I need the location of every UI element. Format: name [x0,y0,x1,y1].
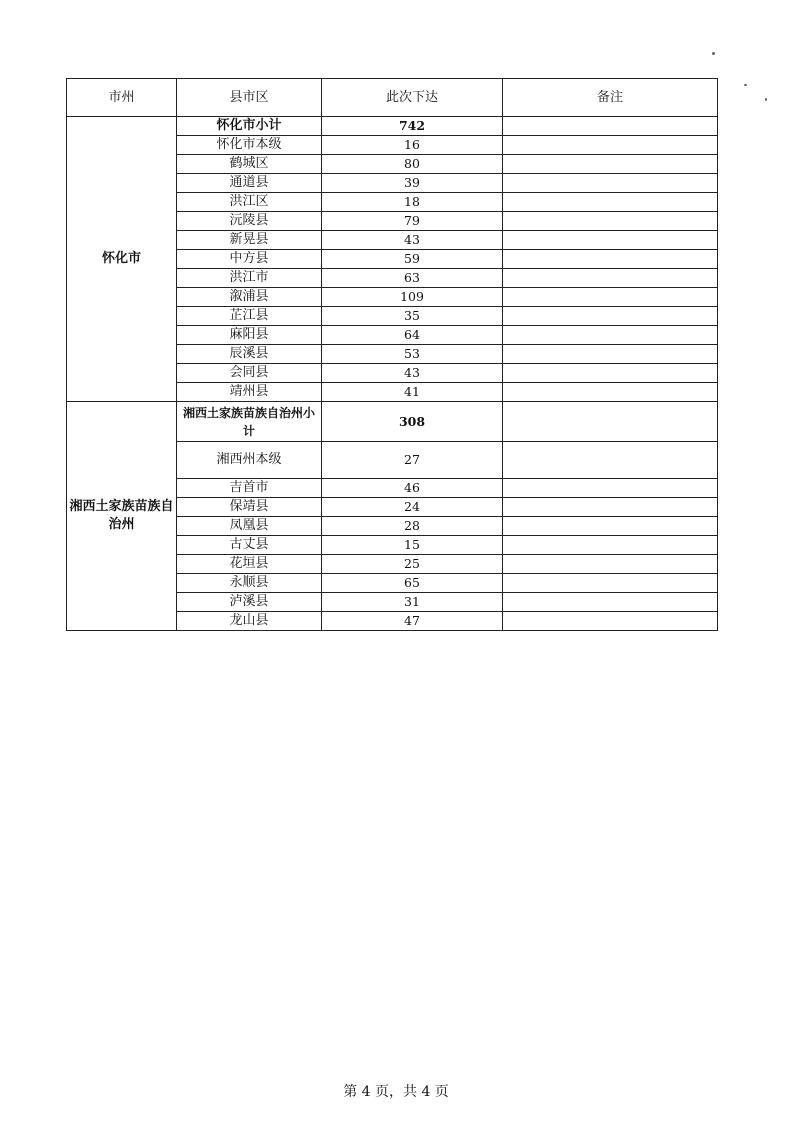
remark-cell [503,136,718,155]
amount-cell: 24 [322,498,503,517]
amount-cell: 43 [322,364,503,383]
amount-cell: 39 [322,174,503,193]
city-cell: 湘西土家族苗族自治州 [67,402,177,631]
amount-cell: 27 [322,442,503,479]
district-cell: 鹤城区 [177,155,322,174]
district-cell: 吉首市 [177,479,322,498]
amount-cell: 41 [322,383,503,402]
remark-cell [503,174,718,193]
scan-speck [712,52,715,55]
amount-cell: 109 [322,288,503,307]
amount-cell: 308 [322,402,503,442]
amount-cell: 31 [322,593,503,612]
header-amount: 此次下达 [322,79,503,117]
remark-cell [503,212,718,231]
remark-cell [503,442,718,479]
scan-speck [765,98,767,101]
district-cell: 怀化市小计 [177,117,322,136]
district-cell: 沅陵县 [177,212,322,231]
remark-cell [503,307,718,326]
district-cell: 洪江市 [177,269,322,288]
district-cell: 辰溪县 [177,345,322,364]
district-cell: 通道县 [177,174,322,193]
district-cell: 溆浦县 [177,288,322,307]
remark-cell [503,612,718,631]
amount-cell: 16 [322,136,503,155]
amount-cell: 25 [322,555,503,574]
amount-cell: 64 [322,326,503,345]
remark-cell [503,155,718,174]
district-cell: 怀化市本级 [177,136,322,155]
district-cell: 中方县 [177,250,322,269]
remark-cell [503,555,718,574]
remark-cell [503,517,718,536]
district-cell: 麻阳县 [177,326,322,345]
remark-cell [503,574,718,593]
amount-cell: 28 [322,517,503,536]
district-cell: 会同县 [177,364,322,383]
remark-cell [503,117,718,136]
remark-cell [503,250,718,269]
remark-cell [503,402,718,442]
remark-cell [503,536,718,555]
table-header-row [67,79,718,117]
amount-cell: 742 [322,117,503,136]
amount-cell: 46 [322,479,503,498]
district-cell: 凤凰县 [177,517,322,536]
remark-cell [503,326,718,345]
remark-cell [503,498,718,517]
district-cell: 永顺县 [177,574,322,593]
district-cell: 保靖县 [177,498,322,517]
allocation-table [66,78,718,631]
amount-cell: 65 [322,574,503,593]
district-cell: 花垣县 [177,555,322,574]
district-cell: 古丈县 [177,536,322,555]
district-cell: 龙山县 [177,612,322,631]
remark-cell [503,193,718,212]
amount-cell: 35 [322,307,503,326]
city-cell: 怀化市 [67,117,177,402]
amount-cell: 43 [322,231,503,250]
header-remark: 备注 [503,79,718,117]
remark-cell [503,231,718,250]
page-number: 第 4 页，共 4 页 [343,1084,449,1100]
amount-cell: 63 [322,269,503,288]
remark-cell [503,593,718,612]
remark-cell [503,288,718,307]
district-cell: 湘西土家族苗族自治州小计 [177,402,322,442]
amount-cell: 18 [322,193,503,212]
header-district: 县市区 [177,79,322,117]
remark-cell [503,383,718,402]
district-cell: 芷江县 [177,307,322,326]
amount-cell: 59 [322,250,503,269]
table-row-subtotal [67,117,718,136]
remark-cell [503,345,718,364]
district-cell: 泸溪县 [177,593,322,612]
amount-cell: 80 [322,155,503,174]
table-row-subtotal [67,402,718,442]
remark-cell [503,364,718,383]
district-cell: 洪江区 [177,193,322,212]
amount-cell: 53 [322,345,503,364]
amount-cell: 79 [322,212,503,231]
district-cell: 靖州县 [177,383,322,402]
header-city: 市州 [67,79,177,117]
district-cell: 湘西州本级 [177,442,322,479]
district-cell: 新晃县 [177,231,322,250]
amount-cell: 15 [322,536,503,555]
remark-cell [503,479,718,498]
scan-speck [744,84,747,86]
amount-cell: 47 [322,612,503,631]
remark-cell [503,269,718,288]
